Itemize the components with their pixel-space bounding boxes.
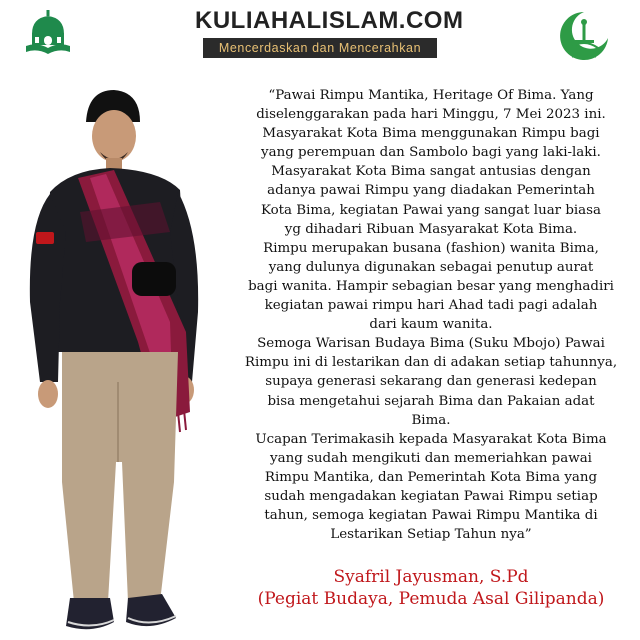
author-block (232, 566, 630, 610)
man-in-traditional-sarong-photo (10, 82, 230, 638)
brand-tagline: Mencerdaskan dan Mencerahkan (203, 38, 437, 58)
brand-name: KULIAHALISLAM.COM (195, 7, 464, 34)
crescent-emblem-icon (556, 8, 612, 64)
quote-text: “Pawai Rimpu Mantika, Heritage Of Bima. Yang diselenggarakan pada hari Minggu, 7 Mei 2023 ini. Masyarakat Kota Bima menggunakan Rimpu bagi yang perempuan dan Sambolo bagi yang laki-laki. Masyarakat Kota Bima sangat antusias dengan adanya pawai Rimpu yang diadakan Pemerintah Kota Bima, kegiatan Pawai yang sangat luar biasa yg dihadari Ribuan Masyarakat Kota Bima. Rimpu merupakan busana (fashion) wanita Bima, yang dulunya digunakan sebagai penutup aurat bagi wanita. Hampir sebagian besar yang menghadiri kegiatan pawai rimpu hari Ahad tadi pagi adalah dari kaum wanita. Semoga Warisan Budaya Bima (Suku Mbojo) Pawai Rimpu ini di lestarikan dan di adakan setiap tahunnya, supaya generasi sekarang dan generasi kedepan bisa mengetahui sejarah Bima dan Pakaian adat Bima. Ucapan Terimakasih kepada Masyarakat Kota Bima yang sudah mengikuti dan memeriahkan pawai Rimpu Mantika, dan Pemerintah Kota Bima yang sudah mengadakan kegiatan Pawai Rimpu setiap tahun, semoga kegiatan Pawai Rimpu Mantika di Lestarikan Setiap Tahun nya” (244, 88, 618, 543)
mosque-book-icon (22, 8, 74, 60)
author-name: Syafril Jayusman, S.Pd (333, 567, 529, 587)
author-role: (Pegiat Budaya, Pemuda Asal Gilipanda) (257, 589, 605, 609)
brand-header (195, 6, 464, 58)
